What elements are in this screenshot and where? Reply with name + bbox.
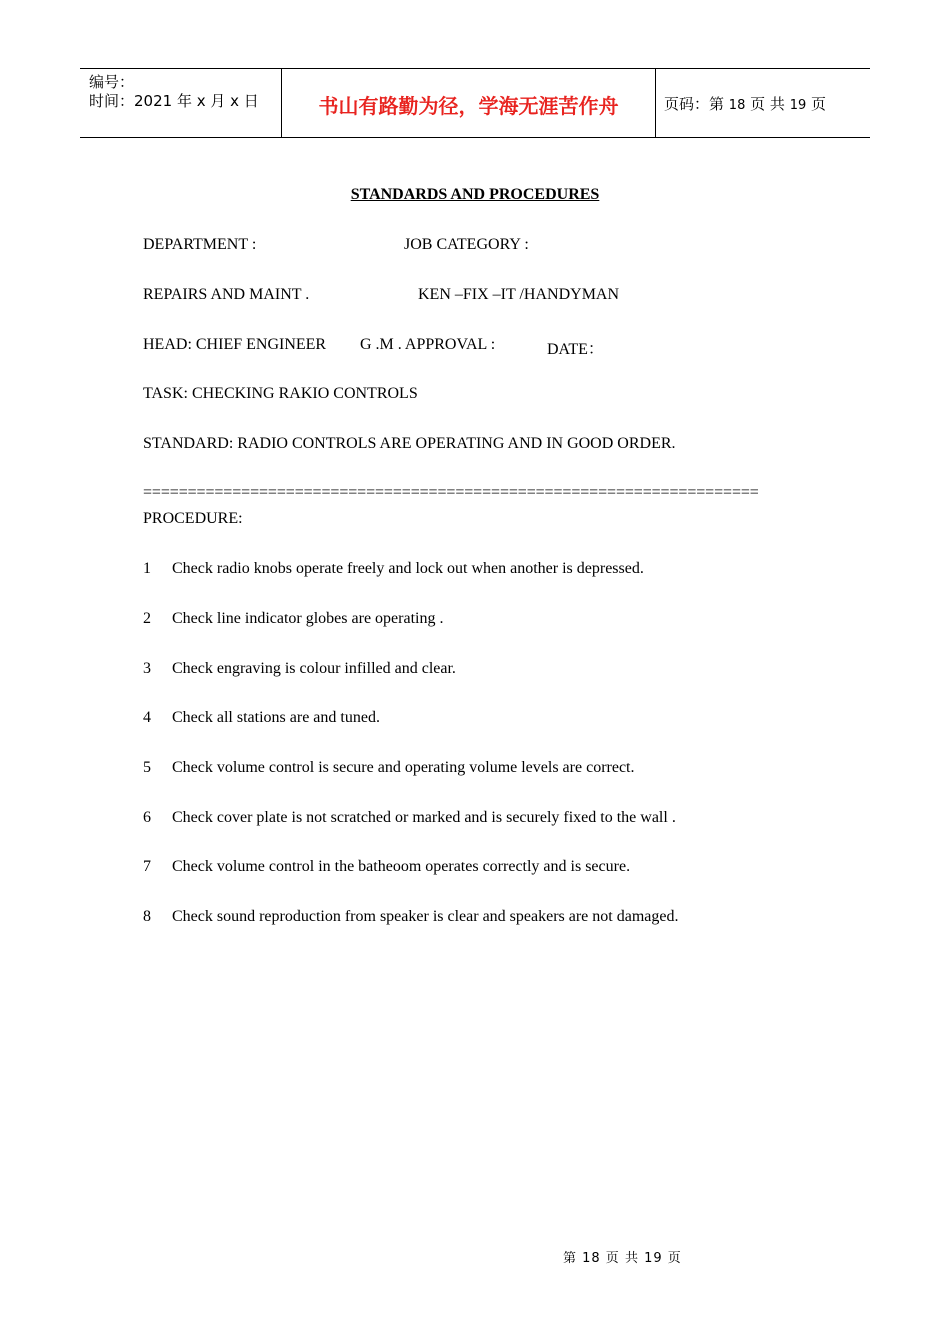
page-suffix: 页 [811,95,827,113]
page-total: 19 [789,98,807,113]
page-header [80,68,870,138]
date-label: DATE： [547,341,604,358]
separator-line: ===================================================================== [143,484,759,501]
header-motto-cell [281,69,656,137]
head-line: HEAD: CHIEF ENGINEER [143,336,327,353]
procedure-label: PROCEDURE: [143,510,243,527]
step-text: Check all stations are and tuned. [172,709,380,726]
step-number: 7 [143,858,151,875]
step-text: Check engraving is colour infilled and clear. [172,660,456,677]
department-value: REPAIRS AND MAINT . [143,286,310,303]
step-text: Check radio knobs operate freely and lock out when another is depressed. [172,560,644,577]
step-number: 4 [143,709,151,726]
page-footer: 第 18 页 共 19 页 [563,1251,682,1266]
gm-approval-label: G .M . APPROVAL : [360,336,496,353]
document-title: STANDARDS AND PROCEDURES [350,186,600,203]
standard-line: STANDARD: RADIO CONTROLS ARE OPERATING AND IN GOOD ORDER. [143,435,676,452]
motto-text: 书山有路勤为径，学海无涯苦作舟 [318,94,619,118]
page-middle: 页 共 [750,95,785,113]
step-number: 1 [143,560,151,577]
number-label: 编号： [89,73,135,91]
task-line: TASK: CHECKING RAKIO CONTROLS [143,385,418,402]
job-category-value: KEN –FIX –IT /HANDYMAN [418,286,620,303]
step-number: 5 [143,759,151,776]
job-category-label: JOB CATEGORY : [404,236,529,253]
step-number: 8 [143,908,151,925]
step-text: Check line indicator globes are operating . [172,610,444,627]
step-text: Check cover plate is not scratched or marked and is securely fixed to the wall . [172,809,676,826]
step-number: 6 [143,809,151,826]
page-current: 18 [728,98,746,113]
step-number: 2 [143,610,151,627]
header-page-cell [655,69,870,137]
header-left-cell [80,69,280,137]
step-text: Check sound reproduction from speaker is clear and speakers are not damaged. [172,908,679,925]
time-label: 时间：2021 年 x 月 x 日 [89,92,259,110]
page-indicator [664,93,826,114]
step-number: 3 [143,660,151,677]
page-prefix: 页码：第 [664,95,725,113]
step-text: Check volume control in the batheoom operates correctly and is secure. [172,858,631,875]
step-text: Check volume control is secure and operating volume levels are correct. [172,759,635,776]
department-label: DEPARTMENT : [143,236,257,253]
